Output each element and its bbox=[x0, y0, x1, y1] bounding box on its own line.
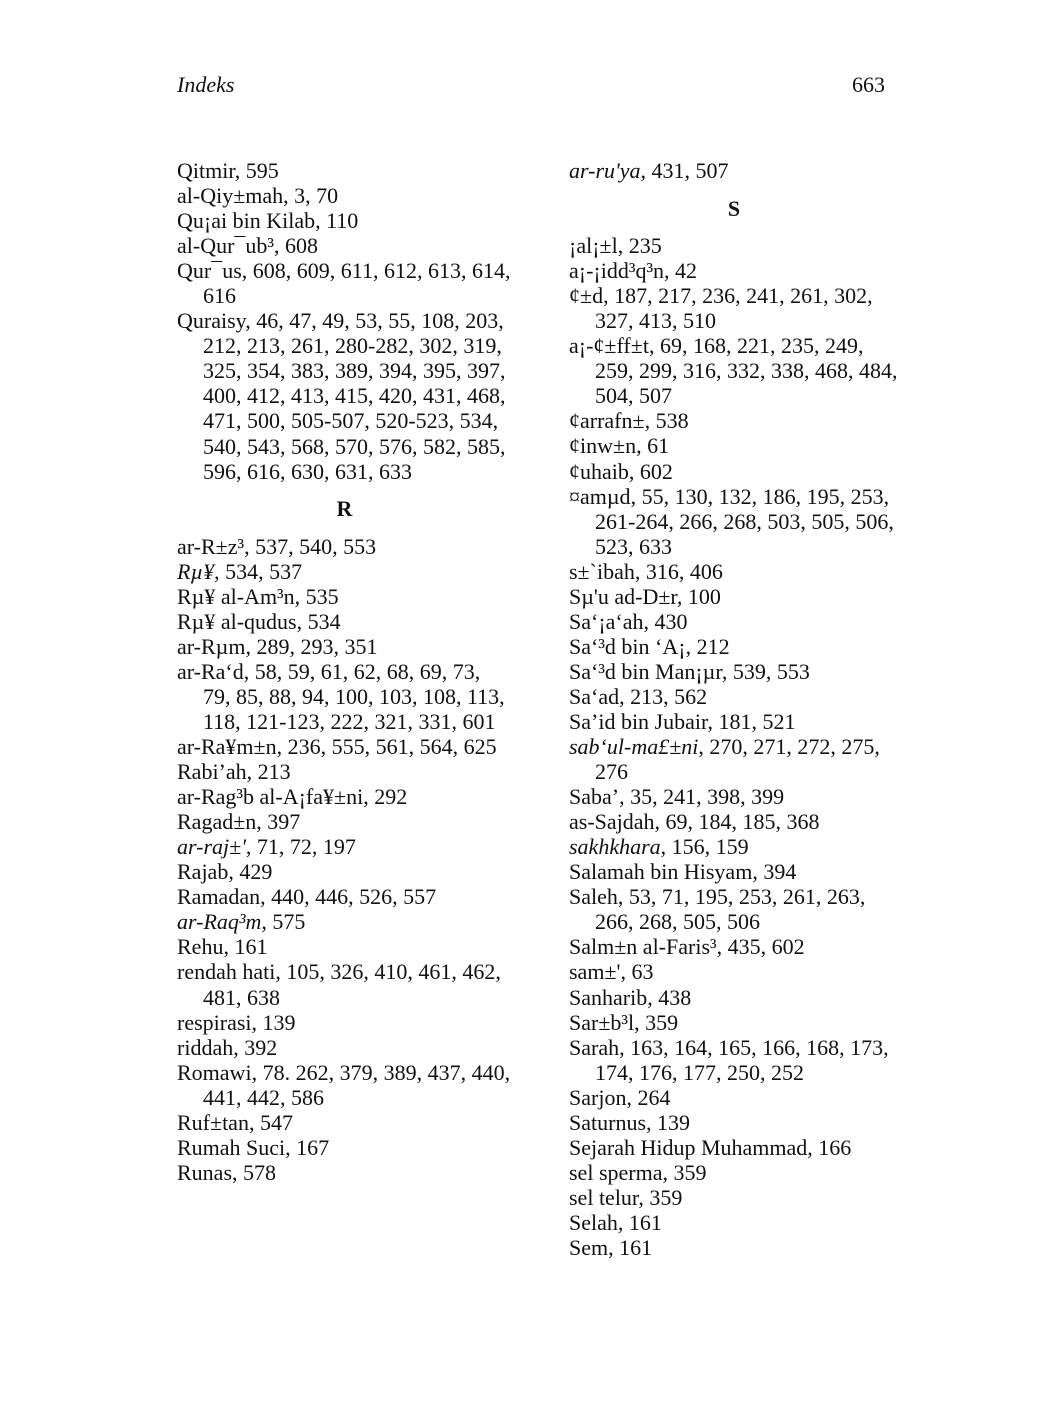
index-pages: , 69, 184, 185, 368 bbox=[654, 809, 820, 835]
index-entry bbox=[569, 809, 899, 834]
index-entry bbox=[177, 634, 512, 659]
index-pages: , 547 bbox=[248, 1109, 293, 1135]
index-entry bbox=[569, 884, 899, 934]
index-term: Sanharib bbox=[569, 984, 648, 1010]
index-term: ar-Ra‘d bbox=[177, 658, 244, 684]
index-entry bbox=[177, 208, 512, 233]
index-entry bbox=[569, 959, 899, 984]
index-pages: , 139 bbox=[251, 1009, 296, 1035]
index-term: Sem bbox=[569, 1234, 609, 1260]
index-term: Ragad±n bbox=[177, 809, 257, 835]
index-pages: , 69, 168, 221, 235, 249, 259, 299, 316, 332, 338, 468, 484, 504, 507 bbox=[595, 333, 903, 409]
index-pages: , 595 bbox=[234, 158, 279, 183]
index-pages: , 316, 406 bbox=[634, 558, 723, 584]
index-entry bbox=[569, 784, 899, 809]
index-pages: , 602 bbox=[628, 458, 673, 484]
index-entry bbox=[177, 183, 512, 208]
index-term: Saleh bbox=[569, 884, 618, 910]
index-entry bbox=[177, 609, 512, 634]
index-pages: , 236, 555, 561, 564, 625 bbox=[276, 734, 497, 760]
index-pages: , 359 bbox=[634, 1009, 679, 1035]
index-term: Sa‘³d bin Man¡µr bbox=[569, 658, 722, 684]
index-pages: , 438 bbox=[647, 984, 692, 1010]
index-pages: , 3, 70 bbox=[283, 183, 339, 209]
index-term: riddah bbox=[177, 1034, 234, 1060]
index-pages: , 608, 609, 611, 612, 613, 614, 616 bbox=[203, 258, 516, 309]
index-term: ar-Raq³m bbox=[177, 909, 262, 935]
index-pages: , 100 bbox=[676, 583, 721, 609]
index-pages: , 61 bbox=[636, 433, 670, 459]
index-term: Rumah Suci bbox=[177, 1134, 286, 1160]
index-term: ar-R±z³ bbox=[177, 533, 245, 559]
index-pages: , 181, 521 bbox=[707, 708, 796, 734]
index-term: Sa‘³d bin ‘A¡ bbox=[569, 633, 686, 659]
index-pages: , 161 bbox=[617, 1209, 662, 1235]
index-pages: , 42 bbox=[664, 258, 698, 284]
index-pages: , 187, 217, 236, 241, 261, 302, 327, 413, 510 bbox=[595, 283, 879, 334]
index-pages: , 53, 71, 195, 253, 261, 263, 266, 268, 505, 506 bbox=[595, 884, 871, 935]
index-entry bbox=[569, 1035, 899, 1085]
index-term: sam±' bbox=[569, 959, 621, 985]
index-pages: , 534, 537 bbox=[214, 558, 303, 584]
index-entry bbox=[177, 158, 512, 183]
index-term: Qu¡ai bin Kilab bbox=[177, 208, 316, 234]
index-term: Qitmir bbox=[177, 158, 235, 183]
index-entry bbox=[177, 1110, 512, 1135]
index-pages: , 429 bbox=[228, 859, 273, 885]
index-term: ar-raj±' bbox=[177, 834, 246, 860]
index-entry bbox=[177, 1035, 512, 1060]
index-entry bbox=[177, 859, 512, 884]
index-pages: , 156, 159 bbox=[660, 834, 749, 860]
index-entry bbox=[177, 834, 512, 859]
index-pages: , 161 bbox=[223, 934, 268, 960]
index-entry bbox=[177, 233, 512, 258]
index-entry bbox=[569, 709, 899, 734]
index-entry bbox=[569, 834, 899, 859]
index-term: Saba’ bbox=[569, 784, 620, 810]
index-term: ar-Ra¥m±n bbox=[177, 734, 277, 760]
index-term: Sa‘ad bbox=[569, 683, 620, 709]
index-entry bbox=[569, 258, 899, 283]
index-term: Ruf±tan bbox=[177, 1109, 249, 1135]
index-term: Sejarah Hidup Muhammad bbox=[569, 1134, 808, 1160]
index-term: Runas bbox=[177, 1159, 232, 1185]
index-pages: , 270, 271, 272, 275, 276 bbox=[595, 734, 886, 785]
index-entry bbox=[569, 934, 899, 959]
index-entry bbox=[569, 734, 899, 784]
index-pages: , 608 bbox=[274, 233, 319, 259]
index-entry bbox=[569, 433, 899, 458]
index-term: Rµ¥ al-qudus bbox=[177, 608, 297, 634]
index-term: ¡al¡±l bbox=[569, 233, 618, 259]
running-header bbox=[177, 72, 885, 106]
index-pages: , 537, 540, 553 bbox=[244, 533, 377, 559]
index-term: a¡-¢±ff±t bbox=[569, 333, 649, 359]
index-pages: , 213, 562 bbox=[619, 683, 708, 709]
index-pages: , 292 bbox=[363, 784, 408, 810]
index-entry bbox=[569, 1210, 899, 1235]
index-term: Romawi bbox=[177, 1059, 252, 1085]
index-entry bbox=[177, 1059, 516, 1110]
section-letter-s: S bbox=[727, 195, 741, 221]
index-entry bbox=[569, 283, 899, 333]
index-entry bbox=[569, 1010, 899, 1035]
index-entry bbox=[177, 909, 512, 934]
index-entry bbox=[569, 333, 903, 409]
page-number: 663 bbox=[852, 72, 885, 97]
index-pages: , 392 bbox=[233, 1034, 278, 1060]
index-term: Rabi’ah bbox=[177, 759, 247, 785]
index-entry bbox=[177, 1160, 512, 1185]
index-entry bbox=[569, 233, 899, 258]
index-entry bbox=[569, 459, 899, 484]
index-pages: , 235 bbox=[617, 233, 662, 259]
index-term: respirasi bbox=[177, 1009, 252, 1035]
index-pages: , 139 bbox=[646, 1109, 690, 1135]
index-entry bbox=[569, 985, 899, 1010]
index-pages: , 264 bbox=[626, 1084, 671, 1110]
index-pages: , 35, 241, 398, 399 bbox=[619, 784, 785, 810]
entry-list-r bbox=[177, 533, 516, 1185]
index-term: Rajab bbox=[177, 859, 229, 885]
index-term: Rµ¥ bbox=[177, 558, 215, 584]
index-pages: , 359 bbox=[662, 1159, 707, 1185]
index-entry bbox=[177, 559, 512, 584]
index-term: Saturnus bbox=[569, 1109, 646, 1135]
index-term: ¤amµd bbox=[569, 483, 631, 509]
index-pages: , 534 bbox=[296, 608, 341, 634]
index-entry bbox=[569, 609, 899, 634]
index-pages: , 538 bbox=[644, 408, 689, 434]
index-entry bbox=[569, 1235, 899, 1260]
index-term: sel telur bbox=[569, 1184, 639, 1210]
index-pages: , 394 bbox=[752, 859, 797, 885]
index-entry bbox=[177, 1010, 512, 1035]
index-term: al-Qiy±mah bbox=[177, 183, 284, 209]
index-term: ar-Rµm bbox=[177, 633, 246, 659]
index-column-left bbox=[177, 158, 516, 1185]
index-entry bbox=[177, 784, 512, 809]
index-pages: , 435, 602 bbox=[716, 934, 805, 960]
index-term: rendah hati bbox=[177, 959, 276, 985]
index-entry bbox=[569, 1085, 899, 1110]
index-term: Sar±b³l bbox=[569, 1009, 635, 1035]
entry-list-r-continued bbox=[569, 158, 899, 183]
index-entry bbox=[177, 659, 512, 734]
index-pages: , 213 bbox=[246, 759, 291, 785]
index-term: ¢±d bbox=[569, 283, 604, 309]
index-entry bbox=[177, 258, 516, 309]
entry-list-s bbox=[569, 233, 903, 1260]
index-entry bbox=[177, 734, 512, 759]
index-pages: , 212 bbox=[685, 633, 730, 659]
index-entry bbox=[569, 659, 899, 684]
index-term: a¡-¡idd³q³n bbox=[569, 258, 665, 284]
index-term: sab‘ul-ma£±ni bbox=[569, 734, 699, 760]
index-pages: , 46, 47, 49, 53, 55, 108, 203, 212, 213, 261, 280-282, 302, 319, 325, 354, 383, 389, 394, 395, 397, 400, 412, 413, 415, 420, 431, 468, 471, 500, 505-507, 520-523, 534, 540, 543, 568, 570, 576, 582, 585, 596, 616, 630, 631, 633 bbox=[203, 308, 511, 484]
index-pages: , 166 bbox=[807, 1134, 852, 1160]
index-pages: , 397 bbox=[256, 809, 301, 835]
index-entry bbox=[177, 959, 512, 1009]
index-entry bbox=[177, 584, 512, 609]
index-entry bbox=[569, 559, 899, 584]
index-term: Salm±n al-Faris³ bbox=[569, 934, 717, 960]
index-pages: , 71, 72, 197 bbox=[245, 834, 356, 860]
index-entry bbox=[569, 408, 899, 433]
index-pages: , 289, 293, 351 bbox=[245, 633, 378, 659]
index-entry bbox=[177, 884, 512, 909]
index-term: Rµ¥ al-Am³n bbox=[177, 583, 295, 609]
index-entry bbox=[569, 859, 899, 884]
index-pages: , 58, 59, 61, 62, 68, 69, 73, 79, 85, 88, 94, 100, 103, 108, 113, 118, 121-123, 222, 321, 331, 601 bbox=[203, 658, 511, 734]
index-term: sakhkhara bbox=[569, 834, 661, 860]
index-term: Sarjon bbox=[569, 1084, 627, 1110]
index-term: Rehu bbox=[177, 934, 224, 960]
index-entry bbox=[569, 1110, 899, 1135]
index-pages: , 440, 446, 526, 557 bbox=[260, 884, 437, 910]
index-entry bbox=[569, 1160, 899, 1185]
index-pages: , 63 bbox=[620, 959, 654, 985]
index-pages: , 78. 262, 379, 389, 437, 440, 441, 442, 586 bbox=[203, 1059, 516, 1110]
index-pages: , 55, 130, 132, 186, 195, 253, 261-264, 266, 268, 503, 505, 506, 523, 633 bbox=[595, 483, 900, 559]
section-letter-r: R bbox=[336, 496, 353, 522]
index-pages: , 578 bbox=[232, 1159, 276, 1185]
index-column-right bbox=[569, 158, 903, 1260]
index-pages: , 161 bbox=[608, 1234, 653, 1260]
index-entry bbox=[177, 1135, 512, 1160]
index-term: Selah bbox=[569, 1209, 618, 1235]
index-term: al-Qur¯ub³ bbox=[177, 233, 275, 259]
index-term: Quraisy bbox=[177, 308, 246, 334]
index-term: ar-Rag³b al-A¡fa¥±ni bbox=[177, 784, 364, 810]
index-pages: , 105, 326, 410, 461, 462, 481, 638 bbox=[203, 959, 507, 1010]
index-entry bbox=[177, 534, 512, 559]
index-pages: , 575 bbox=[261, 909, 306, 935]
index-term: Ramadan bbox=[177, 884, 261, 910]
index-pages: , 110 bbox=[315, 208, 359, 234]
entry-list-q bbox=[177, 158, 516, 484]
index-entry bbox=[569, 1135, 899, 1160]
index-entry bbox=[569, 634, 899, 659]
index-entry bbox=[177, 809, 512, 834]
index-entry bbox=[569, 584, 899, 609]
index-term: Sa‘¡a‘ah bbox=[569, 608, 644, 634]
index-pages: , 430 bbox=[643, 608, 688, 634]
index-term: ¢inw±n bbox=[569, 433, 637, 459]
index-term: as-Sajdah bbox=[569, 809, 655, 835]
index-term: ¢arrafn± bbox=[569, 408, 645, 434]
index-entry bbox=[177, 759, 512, 784]
index-pages: , 539, 553 bbox=[721, 658, 810, 684]
index-term: Qur¯us bbox=[177, 258, 242, 284]
index-entry bbox=[569, 158, 899, 183]
index-entry bbox=[177, 934, 512, 959]
index-term: s±`ibah bbox=[569, 558, 635, 584]
header-title: Indeks bbox=[177, 72, 235, 97]
index-term: Sa’id bin Jubair bbox=[569, 708, 708, 734]
index-term: Sµ'u ad-D±r bbox=[569, 583, 677, 609]
index-pages: , 431, 507 bbox=[640, 158, 729, 183]
index-entry bbox=[569, 684, 899, 709]
index-term: ¢uhaib bbox=[569, 458, 629, 484]
index-pages: , 167 bbox=[285, 1134, 330, 1160]
index-pages: , 163, 164, 165, 166, 168, 173, 174, 176, 177, 250, 252 bbox=[595, 1034, 895, 1085]
index-entry bbox=[569, 1185, 899, 1210]
index-term: Salamah bin Hisyam bbox=[569, 859, 753, 885]
index-pages: , 359 bbox=[638, 1184, 683, 1210]
index-entry bbox=[177, 308, 512, 483]
index-entry bbox=[569, 484, 899, 559]
index-term: Sarah bbox=[569, 1034, 620, 1060]
index-term: sel sperma bbox=[569, 1159, 663, 1185]
index-pages: , 535 bbox=[294, 583, 339, 609]
index-term: ar-ru'ya bbox=[569, 158, 641, 183]
